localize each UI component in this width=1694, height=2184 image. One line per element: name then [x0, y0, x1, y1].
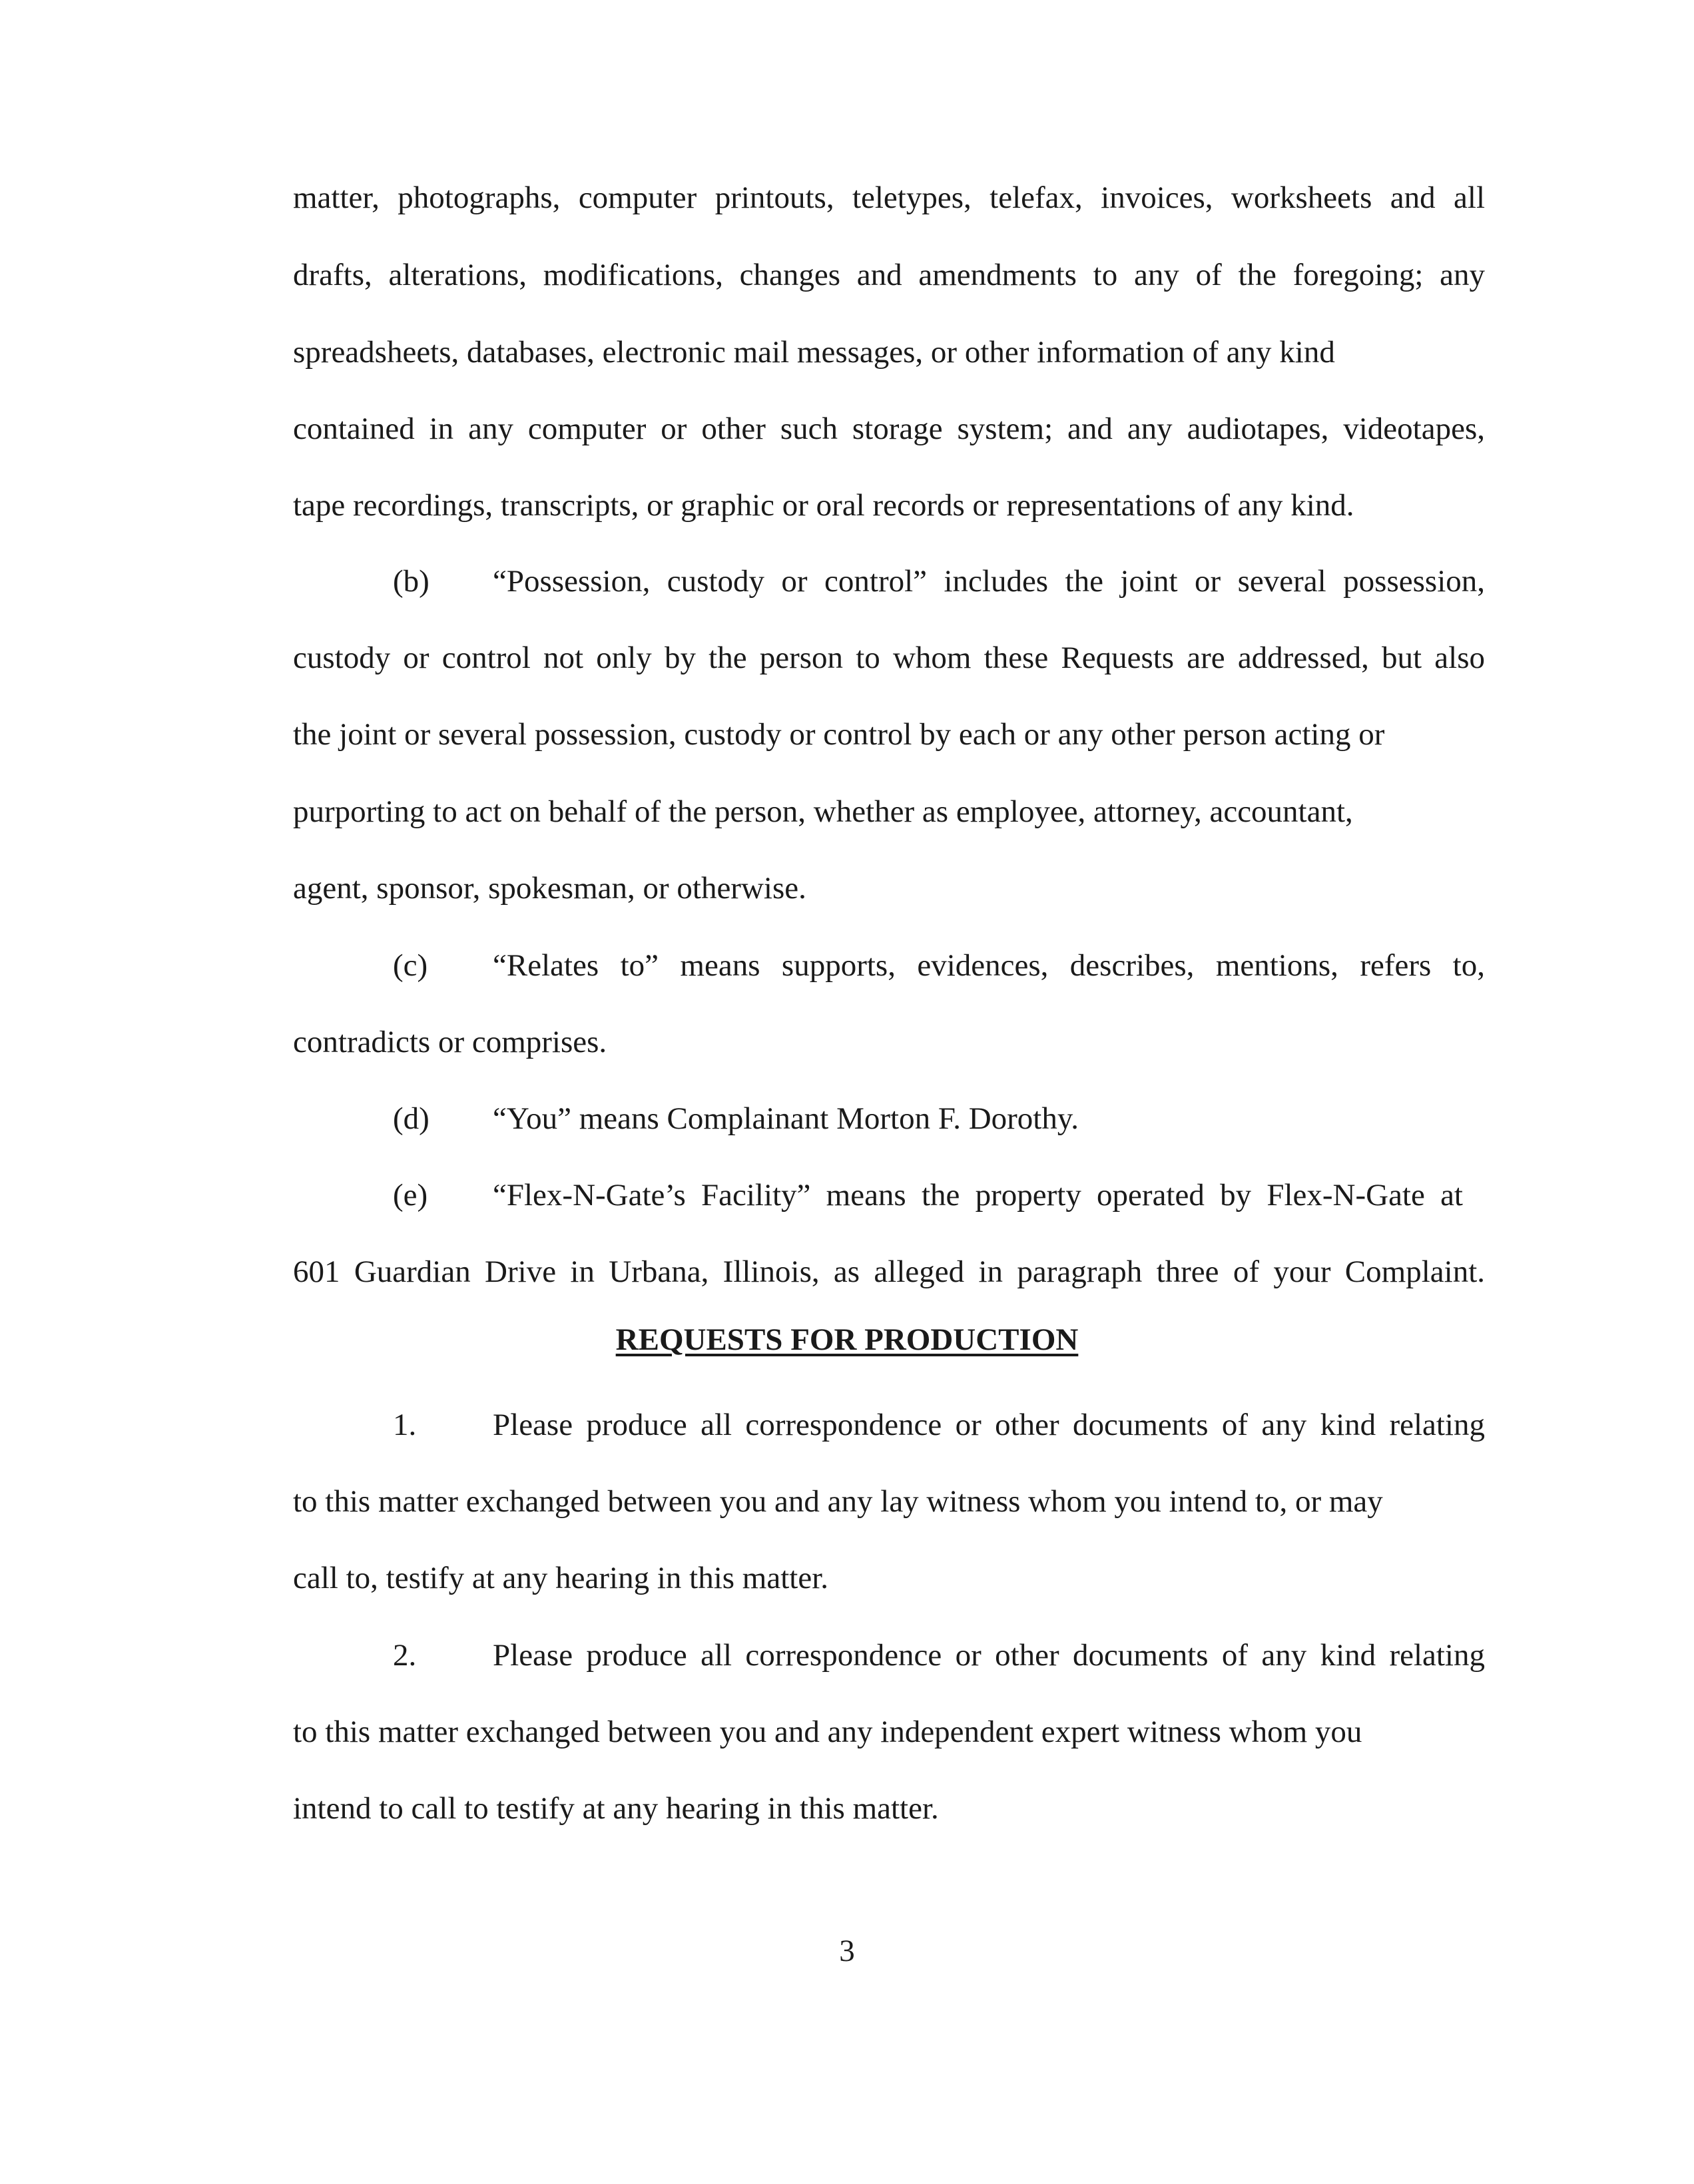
text-line: contradicts or comprises.	[293, 1025, 607, 1059]
definition-marker: (b)	[393, 564, 429, 599]
text-line: purporting to act on behalf of the person, whether as employee, attorney, accountant,	[293, 794, 1353, 829]
text-line: intend to call to testify at any hearing in this matter.	[293, 1791, 939, 1826]
text-line: agent, sponsor, spokesman, or otherwise.	[293, 871, 806, 906]
text-line: matter, photographs, computer printouts, teletypes, telefax, invoices, worksheets and all	[293, 180, 1485, 215]
request-number: 1.	[393, 1408, 417, 1442]
text-line: 601 Guardian Drive in Urbana, Illinois, as alleged in paragraph three of your Complaint.	[293, 1254, 1485, 1289]
definition-marker: (e)	[393, 1178, 428, 1213]
definition-marker: (d)	[393, 1101, 429, 1136]
text-line: contained in any computer or other such storage system; and any audiotapes, videotapes,	[293, 411, 1485, 446]
text-line: the joint or several possession, custody or control by each or any other person acting or	[293, 717, 1385, 752]
request-number: 2.	[393, 1638, 417, 1673]
text-line: “Flex-N-Gate’s Facility” means the property operated by Flex-N-Gate at	[493, 1178, 1463, 1213]
text-line: “Relates to” means supports, evidences, describes, mentions, refers to,	[493, 948, 1485, 983]
text-line: tape recordings, transcripts, or graphic or oral records or representations of any kind.	[293, 488, 1354, 523]
text-line: “You” means Complainant Morton F. Dorothy.	[493, 1101, 1079, 1136]
text-line: to this matter exchanged between you and any lay witness whom you intend to, or may	[293, 1484, 1383, 1519]
text-line: Please produce all correspondence or other documents of any kind relating	[493, 1638, 1485, 1673]
text-line: custody or control not only by the person to whom these Requests are addressed, but also	[293, 641, 1485, 675]
text-line: to this matter exchanged between you and any independent expert witness whom you	[293, 1715, 1362, 1749]
text-line: “Possession, custody or control” includes the joint or several possession,	[493, 564, 1485, 599]
section-heading: REQUESTS FOR PRODUCTION	[615, 1322, 1079, 1357]
text-line: Please produce all correspondence or other documents of any kind relating	[493, 1408, 1485, 1442]
text-line: call to, testify at any hearing in this matter.	[293, 1561, 829, 1595]
definition-marker: (c)	[393, 948, 428, 983]
text-line: drafts, alterations, modifications, changes and amendments to any of the foregoing; any	[293, 258, 1485, 292]
page-number: 3	[839, 1934, 855, 1968]
text-line: spreadsheets, databases, electronic mail messages, or other information of any kind	[293, 335, 1335, 370]
